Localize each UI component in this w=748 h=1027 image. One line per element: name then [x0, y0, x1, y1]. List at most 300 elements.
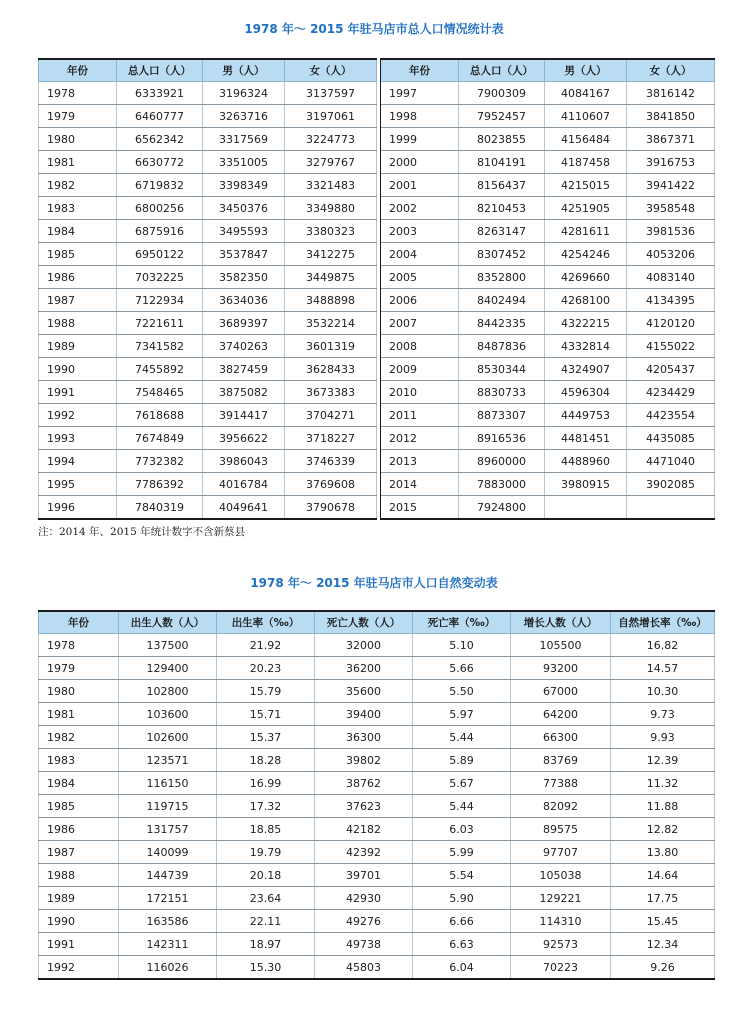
header-deaths: 死亡人数（人）	[315, 611, 413, 634]
cell-births: 163586	[119, 910, 217, 933]
cell-female: 4083140	[627, 266, 715, 289]
natural-change-table	[38, 610, 715, 980]
table-row	[39, 289, 715, 312]
cell-year: 2011	[381, 404, 459, 427]
table-row	[39, 841, 715, 864]
cell-year: 1993	[39, 427, 117, 450]
population-table	[38, 58, 715, 520]
header-death-rate: 死亡率（‰）	[413, 611, 511, 634]
cell-year: 1981	[39, 151, 117, 174]
cell-growth-rate: 16.82	[611, 634, 715, 657]
cell-female: 4134395	[627, 289, 715, 312]
cell-birth-rate: 20.23	[217, 657, 315, 680]
cell-total: 7618688	[117, 404, 203, 427]
cell-death-rate: 5.99	[413, 841, 511, 864]
cell-total: 8530344	[459, 358, 545, 381]
cell-total: 8873307	[459, 404, 545, 427]
cell-male: 4156484	[545, 128, 627, 151]
cell-female: 4155022	[627, 335, 715, 358]
header-total: 总人口（人）	[117, 59, 203, 82]
cell-female: 3718227	[285, 427, 377, 450]
cell-year: 1990	[39, 358, 117, 381]
cell-year: 1988	[39, 864, 119, 887]
cell-year: 2002	[381, 197, 459, 220]
cell-growth-rate: 12.34	[611, 933, 715, 956]
cell-year: 1990	[39, 910, 119, 933]
header-year: 年份	[39, 59, 117, 82]
cell-year: 1995	[39, 473, 117, 496]
cell-male: 3351005	[203, 151, 285, 174]
cell-female: 3279767	[285, 151, 377, 174]
cell-female: 3902085	[627, 473, 715, 496]
cell-birth-rate: 15.30	[217, 956, 315, 980]
cell-year: 2006	[381, 289, 459, 312]
table-row	[39, 726, 715, 749]
table-row	[39, 174, 715, 197]
cell-year: 1996	[39, 496, 117, 520]
cell-year: 1978	[39, 82, 117, 105]
cell-birth-rate: 19.79	[217, 841, 315, 864]
cell-death-rate: 6.63	[413, 933, 511, 956]
cell-growth: 92573	[511, 933, 611, 956]
cell-female: 3380323	[285, 220, 377, 243]
header-birth-rate: 出生率（‰）	[217, 611, 315, 634]
cell-year: 1987	[39, 841, 119, 864]
cell-total: 6333921	[117, 82, 203, 105]
cell-total: 8830733	[459, 381, 545, 404]
cell-male: 3196324	[203, 82, 285, 105]
cell-female: 3488898	[285, 289, 377, 312]
cell-female: 3224773	[285, 128, 377, 151]
cell-female	[627, 496, 715, 520]
cell-growth-rate: 12.39	[611, 749, 715, 772]
cell-deaths: 37623	[315, 795, 413, 818]
cell-year: 2001	[381, 174, 459, 197]
table-row	[39, 404, 715, 427]
cell-total: 8960000	[459, 450, 545, 473]
cell-births: 142311	[119, 933, 217, 956]
cell-year: 2007	[381, 312, 459, 335]
table-row	[39, 910, 715, 933]
cell-year: 1994	[39, 450, 117, 473]
cell-growth: 93200	[511, 657, 611, 680]
cell-year: 2008	[381, 335, 459, 358]
cell-female: 3412275	[285, 243, 377, 266]
cell-death-rate: 5.54	[413, 864, 511, 887]
cell-male: 3980915	[545, 473, 627, 496]
cell-male: 4596304	[545, 381, 627, 404]
cell-total: 6875916	[117, 220, 203, 243]
cell-year: 1981	[39, 703, 119, 726]
table-row	[39, 956, 715, 980]
cell-female: 3958548	[627, 197, 715, 220]
cell-female: 4435085	[627, 427, 715, 450]
cell-male: 4269660	[545, 266, 627, 289]
cell-year: 1983	[39, 749, 119, 772]
cell-female: 3981536	[627, 220, 715, 243]
cell-birth-rate: 22.11	[217, 910, 315, 933]
cell-year: 2012	[381, 427, 459, 450]
cell-male: 4110607	[545, 105, 627, 128]
cell-deaths: 39802	[315, 749, 413, 772]
header-male: 男（人）	[203, 59, 285, 82]
cell-growth: 83769	[511, 749, 611, 772]
cell-growth: 129221	[511, 887, 611, 910]
table-row	[39, 243, 715, 266]
cell-male: 3875082	[203, 381, 285, 404]
cell-female: 4205437	[627, 358, 715, 381]
cell-female: 4471040	[627, 450, 715, 473]
cell-male: 3317569	[203, 128, 285, 151]
cell-births: 131757	[119, 818, 217, 841]
cell-male: 3827459	[203, 358, 285, 381]
cell-growth: 105500	[511, 634, 611, 657]
cell-male: 4449753	[545, 404, 627, 427]
cell-total: 6950122	[117, 243, 203, 266]
cell-growth: 64200	[511, 703, 611, 726]
cell-total: 8104191	[459, 151, 545, 174]
table-row	[39, 933, 715, 956]
cell-year: 2009	[381, 358, 459, 381]
cell-total: 7900309	[459, 82, 545, 105]
cell-male: 4268100	[545, 289, 627, 312]
cell-year: 1983	[39, 197, 117, 220]
cell-male: 3986043	[203, 450, 285, 473]
header-female: 女（人）	[285, 59, 377, 82]
cell-growth: 66300	[511, 726, 611, 749]
cell-growth-rate: 9.26	[611, 956, 715, 980]
cell-growth: 97707	[511, 841, 611, 864]
cell-male: 4049641	[203, 496, 285, 520]
cell-year: 1982	[39, 174, 117, 197]
cell-deaths: 49276	[315, 910, 413, 933]
table-row	[39, 887, 715, 910]
cell-year: 1979	[39, 657, 119, 680]
cell-deaths: 45803	[315, 956, 413, 980]
header-female: 女（人）	[627, 59, 715, 82]
cell-total: 6460777	[117, 105, 203, 128]
cell-year: 1985	[39, 795, 119, 818]
cell-death-rate: 6.03	[413, 818, 511, 841]
table-row	[39, 358, 715, 381]
header-births: 出生人数（人）	[119, 611, 217, 634]
cell-birth-rate: 21.92	[217, 634, 315, 657]
cell-births: 103600	[119, 703, 217, 726]
population-table-header	[39, 59, 715, 82]
cell-male: 4016784	[203, 473, 285, 496]
cell-female: 3449875	[285, 266, 377, 289]
cell-total: 7952457	[459, 105, 545, 128]
cell-total: 7786392	[117, 473, 203, 496]
cell-year: 1989	[39, 887, 119, 910]
cell-female: 4234429	[627, 381, 715, 404]
cell-total: 8487836	[459, 335, 545, 358]
cell-growth-rate: 17.75	[611, 887, 715, 910]
cell-year: 2014	[381, 473, 459, 496]
cell-year: 1997	[381, 82, 459, 105]
cell-female: 3941422	[627, 174, 715, 197]
cell-female: 3601319	[285, 335, 377, 358]
cell-year: 1986	[39, 818, 119, 841]
cell-year: 1991	[39, 933, 119, 956]
cell-growth-rate: 11.32	[611, 772, 715, 795]
cell-male: 4481451	[545, 427, 627, 450]
cell-growth: 89575	[511, 818, 611, 841]
cell-total: 8307452	[459, 243, 545, 266]
cell-growth-rate: 11.88	[611, 795, 715, 818]
table-row	[39, 703, 715, 726]
cell-male: 3537847	[203, 243, 285, 266]
cell-total: 7674849	[117, 427, 203, 450]
cell-year: 1989	[39, 335, 117, 358]
table-row	[39, 128, 715, 151]
cell-year: 1992	[39, 404, 117, 427]
cell-growth-rate: 9.93	[611, 726, 715, 749]
cell-female: 3816142	[627, 82, 715, 105]
cell-female: 3673383	[285, 381, 377, 404]
cell-growth: 114310	[511, 910, 611, 933]
cell-growth: 82092	[511, 795, 611, 818]
cell-male: 3956622	[203, 427, 285, 450]
header-growth: 增长人数（人）	[511, 611, 611, 634]
cell-birth-rate: 18.28	[217, 749, 315, 772]
cell-male: 4281611	[545, 220, 627, 243]
cell-growth-rate: 15.45	[611, 910, 715, 933]
cell-total: 7122934	[117, 289, 203, 312]
cell-total: 6800256	[117, 197, 203, 220]
cell-total: 7548465	[117, 381, 203, 404]
cell-female: 3790678	[285, 496, 377, 520]
cell-total: 8352800	[459, 266, 545, 289]
cell-year: 1987	[39, 289, 117, 312]
cell-year: 2003	[381, 220, 459, 243]
cell-male: 3582350	[203, 266, 285, 289]
table-row	[39, 82, 715, 105]
cell-total: 7840319	[117, 496, 203, 520]
cell-female: 3321483	[285, 174, 377, 197]
cell-total: 7924800	[459, 496, 545, 520]
cell-total: 6562342	[117, 128, 203, 151]
cell-death-rate: 5.97	[413, 703, 511, 726]
cell-birth-rate: 15.79	[217, 680, 315, 703]
cell-year: 1980	[39, 128, 117, 151]
cell-deaths: 49738	[315, 933, 413, 956]
cell-male: 4084167	[545, 82, 627, 105]
table-row	[39, 795, 715, 818]
cell-male: 3450376	[203, 197, 285, 220]
cell-male: 4254246	[545, 243, 627, 266]
table-row	[39, 427, 715, 450]
cell-total: 7455892	[117, 358, 203, 381]
cell-total: 7341582	[117, 335, 203, 358]
cell-year: 1979	[39, 105, 117, 128]
table-row	[39, 220, 715, 243]
cell-birth-rate: 18.85	[217, 818, 315, 841]
cell-birth-rate: 20.18	[217, 864, 315, 887]
natural-change-table-title: 1978 年～ 2015 年驻马店市人口自然变动表	[250, 576, 498, 590]
cell-female: 3704271	[285, 404, 377, 427]
cell-births: 140099	[119, 841, 217, 864]
table-row	[39, 772, 715, 795]
table-row	[39, 381, 715, 404]
cell-deaths: 38762	[315, 772, 413, 795]
cell-death-rate: 5.44	[413, 726, 511, 749]
cell-male: 3398349	[203, 174, 285, 197]
table-row	[39, 450, 715, 473]
cell-year: 1999	[381, 128, 459, 151]
cell-death-rate: 5.90	[413, 887, 511, 910]
cell-female: 3841850	[627, 105, 715, 128]
cell-birth-rate: 18.97	[217, 933, 315, 956]
cell-year: 1998	[381, 105, 459, 128]
cell-growth-rate: 12.82	[611, 818, 715, 841]
cell-female: 3628433	[285, 358, 377, 381]
cell-births: 129400	[119, 657, 217, 680]
cell-female: 3769608	[285, 473, 377, 496]
table-row	[39, 680, 715, 703]
cell-year: 1988	[39, 312, 117, 335]
cell-total: 7032225	[117, 266, 203, 289]
cell-growth-rate: 13.80	[611, 841, 715, 864]
cell-total: 8442335	[459, 312, 545, 335]
cell-births: 102800	[119, 680, 217, 703]
cell-male: 4488960	[545, 450, 627, 473]
table-row	[39, 818, 715, 841]
cell-female: 4053206	[627, 243, 715, 266]
cell-male: 3263716	[203, 105, 285, 128]
cell-birth-rate: 17.32	[217, 795, 315, 818]
cell-births: 123571	[119, 749, 217, 772]
cell-growth-rate: 10.30	[611, 680, 715, 703]
cell-births: 172151	[119, 887, 217, 910]
cell-birth-rate: 15.71	[217, 703, 315, 726]
cell-year: 2010	[381, 381, 459, 404]
cell-death-rate: 6.66	[413, 910, 511, 933]
cell-death-rate: 6.04	[413, 956, 511, 980]
cell-female: 3746339	[285, 450, 377, 473]
cell-death-rate: 5.67	[413, 772, 511, 795]
cell-male: 3740263	[203, 335, 285, 358]
cell-growth: 105038	[511, 864, 611, 887]
cell-female: 3867371	[627, 128, 715, 151]
cell-death-rate: 5.50	[413, 680, 511, 703]
cell-deaths: 42392	[315, 841, 413, 864]
cell-growth: 70223	[511, 956, 611, 980]
cell-total: 8023855	[459, 128, 545, 151]
natural-change-table-header	[39, 611, 715, 634]
table-row	[39, 473, 715, 496]
cell-death-rate: 5.66	[413, 657, 511, 680]
cell-total: 6719832	[117, 174, 203, 197]
cell-female: 4423554	[627, 404, 715, 427]
cell-total: 6630772	[117, 151, 203, 174]
cell-year: 1986	[39, 266, 117, 289]
cell-male	[545, 496, 627, 520]
table-row	[39, 634, 715, 657]
cell-year: 1991	[39, 381, 117, 404]
table-row	[39, 266, 715, 289]
cell-year: 1984	[39, 220, 117, 243]
cell-total: 7732382	[117, 450, 203, 473]
cell-female: 3137597	[285, 82, 377, 105]
cell-male: 4215015	[545, 174, 627, 197]
cell-growth-rate: 14.57	[611, 657, 715, 680]
table-row	[39, 864, 715, 887]
cell-male: 4322215	[545, 312, 627, 335]
cell-male: 4324907	[545, 358, 627, 381]
table-row	[39, 749, 715, 772]
header-total: 总人口（人）	[459, 59, 545, 82]
cell-death-rate: 5.44	[413, 795, 511, 818]
cell-growth-rate: 9.73	[611, 703, 715, 726]
cell-growth-rate: 14.64	[611, 864, 715, 887]
cell-death-rate: 5.10	[413, 634, 511, 657]
table-row	[39, 312, 715, 335]
cell-total: 8210453	[459, 197, 545, 220]
header-year: 年份	[381, 59, 459, 82]
cell-total: 7221611	[117, 312, 203, 335]
cell-births: 144739	[119, 864, 217, 887]
cell-male: 3689397	[203, 312, 285, 335]
cell-male: 3495593	[203, 220, 285, 243]
cell-deaths: 32000	[315, 634, 413, 657]
cell-births: 119715	[119, 795, 217, 818]
cell-year: 2004	[381, 243, 459, 266]
cell-births: 102600	[119, 726, 217, 749]
cell-deaths: 35600	[315, 680, 413, 703]
cell-female: 3349880	[285, 197, 377, 220]
cell-year: 1985	[39, 243, 117, 266]
cell-male: 3634036	[203, 289, 285, 312]
cell-year: 1992	[39, 956, 119, 980]
cell-total: 8156437	[459, 174, 545, 197]
cell-deaths: 42182	[315, 818, 413, 841]
cell-birth-rate: 23.64	[217, 887, 315, 910]
cell-male: 4187458	[545, 151, 627, 174]
cell-year: 1978	[39, 634, 119, 657]
cell-year: 1984	[39, 772, 119, 795]
cell-year: 2015	[381, 496, 459, 520]
cell-female: 3532214	[285, 312, 377, 335]
cell-total: 7883000	[459, 473, 545, 496]
cell-deaths: 36200	[315, 657, 413, 680]
cell-deaths: 36300	[315, 726, 413, 749]
cell-deaths: 39400	[315, 703, 413, 726]
table-row	[39, 105, 715, 128]
cell-female: 3197061	[285, 105, 377, 128]
cell-births: 116150	[119, 772, 217, 795]
cell-deaths: 39701	[315, 864, 413, 887]
table-row	[39, 496, 715, 520]
cell-deaths: 42930	[315, 887, 413, 910]
table-footnote: 注：2014 年、2015 年统计数字不含新蔡县	[38, 526, 246, 538]
population-table-title: 1978 年～ 2015 年驻马店市总人口情况统计表	[244, 22, 504, 36]
table-row	[39, 657, 715, 680]
cell-year: 2000	[381, 151, 459, 174]
header-year: 年份	[39, 611, 119, 634]
cell-total: 8263147	[459, 220, 545, 243]
cell-year: 1982	[39, 726, 119, 749]
cell-birth-rate: 15.37	[217, 726, 315, 749]
cell-growth: 67000	[511, 680, 611, 703]
cell-total: 8402494	[459, 289, 545, 312]
cell-births: 116026	[119, 956, 217, 980]
cell-male: 3914417	[203, 404, 285, 427]
header-growth-rate: 自然增长率（‰）	[611, 611, 715, 634]
table-row	[39, 197, 715, 220]
cell-death-rate: 5.89	[413, 749, 511, 772]
cell-birth-rate: 16.99	[217, 772, 315, 795]
